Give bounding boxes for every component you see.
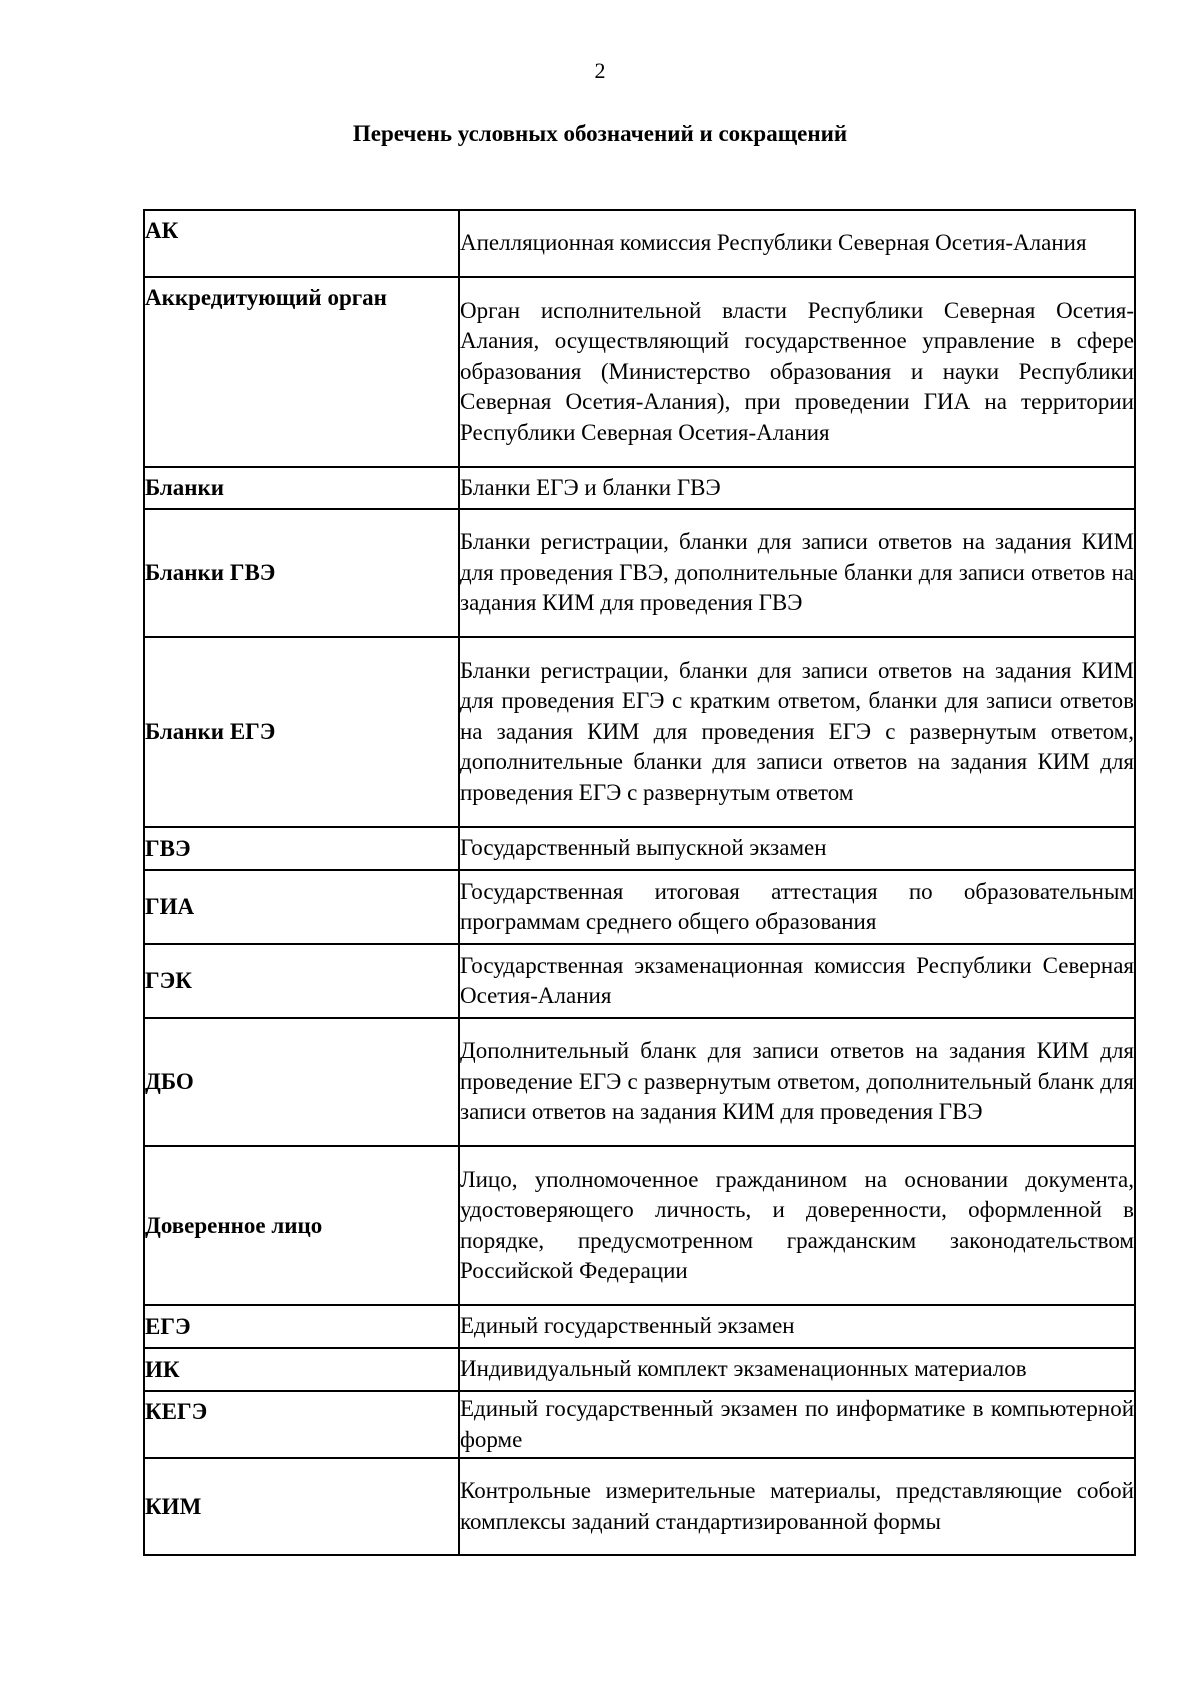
glossary-row bbox=[144, 1348, 1135, 1391]
glossary-term: АК bbox=[144, 210, 459, 277]
glossary-row bbox=[144, 1146, 1135, 1305]
glossary-row bbox=[144, 827, 1135, 870]
page-title: Перечень условных обозначений и сокращений bbox=[352, 121, 848, 146]
glossary-row bbox=[144, 870, 1135, 944]
glossary-term: Бланки ЕГЭ bbox=[144, 637, 459, 827]
glossary-table bbox=[143, 209, 1136, 1556]
glossary-row bbox=[144, 467, 1135, 509]
glossary-term: ГЭК bbox=[144, 944, 459, 1018]
glossary-row bbox=[144, 509, 1135, 637]
glossary-definition: Единый государственный экзамен по информатике в компьютерной форме bbox=[459, 1391, 1135, 1458]
glossary-row bbox=[144, 277, 1135, 467]
glossary-term: ГВЭ bbox=[144, 827, 459, 870]
glossary-definition: Лицо, уполномоченное гражданином на основании документа, удостоверяющего личность, и доверенности, оформленной в порядке, предусмотренном гражданским законодательством Российской Федерации bbox=[459, 1146, 1135, 1305]
glossary-definition: Бланки регистрации, бланки для записи ответов на задания КИМ для проведения ЕГЭ с кратким ответом, бланки для записи ответов на задания КИМ для проведения ЕГЭ с развернутым ответом, дополнительные бланки для записи ответов на задания КИМ для проведения ЕГЭ с развернутым ответом bbox=[459, 637, 1135, 827]
glossary-term: ГИА bbox=[144, 870, 459, 944]
page-number: 2 bbox=[594, 58, 606, 83]
glossary-term: ЕГЭ bbox=[144, 1305, 459, 1348]
glossary-term: ИК bbox=[144, 1348, 459, 1391]
glossary-term: Бланки bbox=[144, 467, 459, 509]
glossary-term: ДБО bbox=[144, 1018, 459, 1146]
glossary-row bbox=[144, 637, 1135, 827]
glossary-definition: Государственная экзаменационная комиссия Республики Северная Осетия-Алания bbox=[459, 944, 1135, 1018]
glossary-term: КИМ bbox=[144, 1458, 459, 1555]
glossary-term: Доверенное лицо bbox=[144, 1146, 459, 1305]
glossary-row bbox=[144, 210, 1135, 277]
glossary-row bbox=[144, 1391, 1135, 1458]
glossary-definition: Апелляционная комиссия Республики Северная Осетия-Алания bbox=[459, 210, 1135, 277]
glossary-row bbox=[144, 944, 1135, 1018]
glossary-definition: Государственный выпускной экзамен bbox=[459, 827, 1135, 870]
glossary-definition: Государственная итоговая аттестация по образовательным программам среднего общего образования bbox=[459, 870, 1135, 944]
glossary-definition: Единый государственный экзамен bbox=[459, 1305, 1135, 1348]
glossary-term: Аккредитующий орган bbox=[144, 277, 459, 467]
glossary-row bbox=[144, 1458, 1135, 1555]
glossary-row bbox=[144, 1018, 1135, 1146]
glossary-definition: Индивидуальный комплект экзаменационных материалов bbox=[459, 1348, 1135, 1391]
glossary-definition: Дополнительный бланк для записи ответов на задания КИМ для проведение ЕГЭ с развернутым ответом, дополнительный бланк для записи ответов на задания КИМ для проведения ГВЭ bbox=[459, 1018, 1135, 1146]
glossary-term: КЕГЭ bbox=[144, 1391, 459, 1458]
glossary-term: Бланки ГВЭ bbox=[144, 509, 459, 637]
glossary-definition: Бланки регистрации, бланки для записи ответов на задания КИМ для проведения ГВЭ, дополнительные бланки для записи ответов на задания КИМ для проведения ГВЭ bbox=[459, 509, 1135, 637]
glossary-definition: Бланки ЕГЭ и бланки ГВЭ bbox=[459, 467, 1135, 509]
glossary-definition: Орган исполнительной власти Республики Северная Осетия-Алания, осуществляющий государственное управление в сфере образования (Министерство образования и науки Республики Северная Осетия-Алания), при проведении ГИА на территории Республики Северная Осетия-Алания bbox=[459, 277, 1135, 467]
glossary-definition: Контрольные измерительные материалы, представляющие собой комплексы заданий стандартизированной формы bbox=[459, 1458, 1135, 1555]
glossary-row bbox=[144, 1305, 1135, 1348]
